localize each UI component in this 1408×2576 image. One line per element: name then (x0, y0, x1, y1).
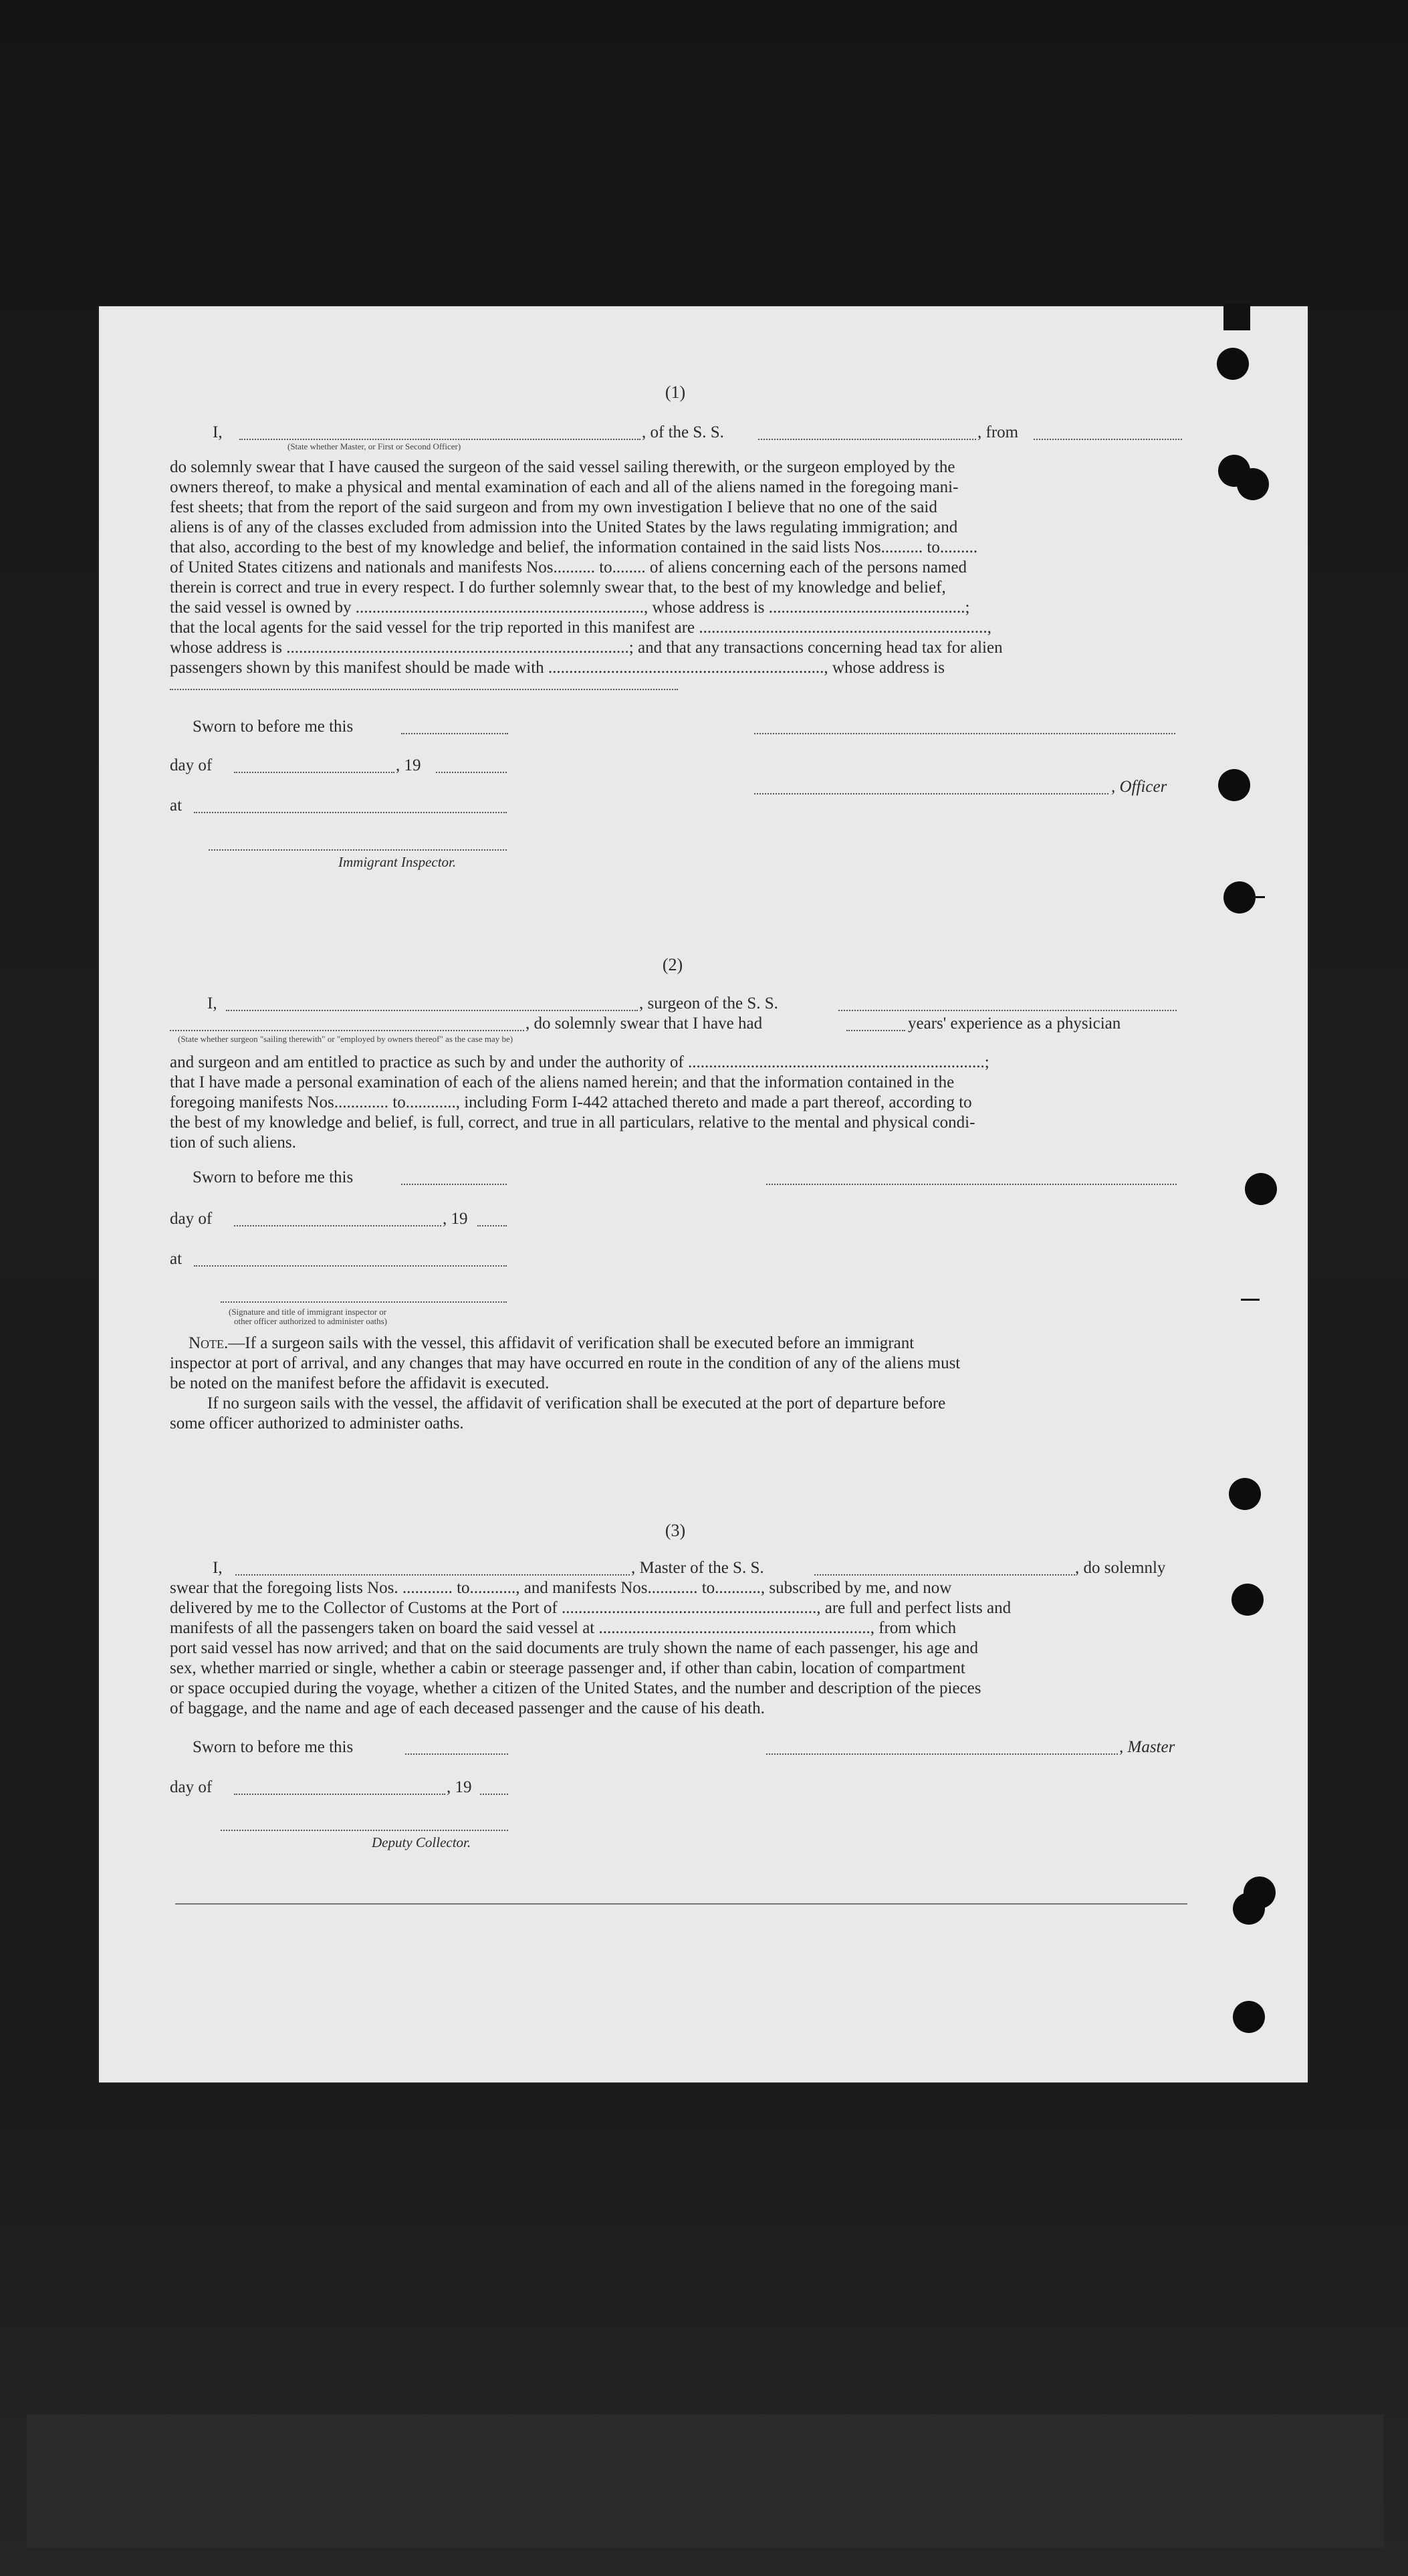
section-1-line-10: whose address is ..................................................................................; and that any transactions concerning head tax for alien (170, 639, 1003, 657)
section-3-line-6: or space occupied during the voyage, whether a citizen of the United States, and the number and description of the pieces (170, 1679, 981, 1697)
section-1-caption: (State whether Master, or First or Second Officer) (287, 441, 461, 451)
section-2-note-line-2: inspector at port of arrival, and any changes that may have occurred en route in the condition of any of the aliens must (170, 1354, 961, 1372)
section-1-inspector: Immigrant Inspector. (338, 854, 457, 870)
section-1-at: at (170, 796, 183, 815)
section-2-line-5: tion of such aliens. (170, 1134, 296, 1152)
section-1-line-9: that the local agents for the said vessel for the trip reported in this manifest are ....................................................................., (170, 619, 991, 637)
section-1-line-1: do solemnly swear that I have caused the surgeon of the said vessel sailing therewith, or the surgeon employed by the (170, 458, 955, 476)
section-1-i: I, (213, 423, 223, 441)
section-3-nineteen: , 19 (447, 1778, 472, 1796)
section-3-blank-name (235, 1574, 630, 1576)
section-1-blank-year (436, 772, 507, 773)
section-2-line-1: and surgeon and am entitled to practice as such by and under the authority of .......................................................................; (170, 1053, 989, 1071)
section-1-blank-inspector (209, 849, 507, 851)
section-3-blank-year (480, 1794, 508, 1795)
section-1-number: (1) (665, 383, 686, 402)
section-2-years: years' experience as a physician (908, 1014, 1121, 1033)
section-1-blank-from (1034, 439, 1182, 440)
binder-hole (1231, 1584, 1264, 1616)
section-2-swear: , do solemnly swear that I have had (525, 1014, 763, 1033)
section-2-note-text: —If a surgeon sails with the vessel, this affidavit of verification shall be executed before an immigrant (228, 1334, 915, 1352)
section-3-i: I, (213, 1559, 223, 1577)
binder-hole (1233, 1893, 1265, 1925)
section-1-blank-vessel (758, 439, 976, 440)
section-1-blank-signature (754, 733, 1175, 734)
section-2-sig-caption-1: (Signature and title of immigrant inspector or (229, 1307, 387, 1317)
binder-hole (1217, 348, 1249, 380)
section-2-blank-vessel (838, 1010, 1177, 1011)
section-1-blank-day (234, 772, 394, 773)
section-3-collector: Deputy Collector. (372, 1834, 471, 1850)
section-1-line-11: passengers shown by this manifest should be made with .................................................................., whose address is (170, 659, 945, 677)
section-2-blank-name (226, 1010, 638, 1011)
section-3-master-of: , Master of the S. S. (631, 1559, 764, 1577)
section-2-at: at (170, 1250, 183, 1268)
section-3-number: (3) (665, 1521, 686, 1540)
section-3-line-5: sex, whether married or single, whether a cabin or steerage passenger and, if other than cabin, location of compartment (170, 1659, 965, 1677)
section-3-blank-day (234, 1794, 445, 1795)
binder-hole (1237, 468, 1269, 500)
section-2-note-line-4: If no surgeon sails with the vessel, the affidavit of verification shall be executed at the port of departure before (207, 1394, 946, 1412)
section-1-day-of: day of (170, 756, 213, 774)
section-2-sig-caption-2: other officer authorized to administer oaths) (234, 1316, 387, 1326)
section-2-number: (2) (662, 955, 683, 974)
binder-hole (1233, 2001, 1265, 2033)
binder-hole (1245, 1173, 1277, 1205)
section-2-blank-day (234, 1225, 441, 1226)
section-2-blank-year (477, 1225, 507, 1226)
section-3-blank-collector (221, 1830, 508, 1831)
section-1-line-5: that also, according to the best of my knowledge and belief, the information contained in the said lists Nos.......... to......... (170, 538, 978, 556)
section-3-line-7: of baggage, and the name and age of each deceased passenger and the cause of his death. (170, 1699, 765, 1717)
section-3-blank-vessel (814, 1574, 1075, 1576)
section-2-note-line-5: some officer authorized to administer oaths. (170, 1414, 464, 1432)
section-2-blank-years (846, 1030, 905, 1031)
section-1-nineteen: , 19 (396, 756, 421, 774)
section-1-blank-officer-sign (754, 793, 1108, 794)
section-1-from: , from (977, 423, 1019, 441)
section-2-line-3: foregoing manifests Nos............. to............, including Form I-442 attached thereto and made a part thereof, according to (170, 1093, 972, 1111)
section-1-line-3: fest sheets; that from the report of the said surgeon and from my own investigation I believe that no one of the said (170, 498, 937, 516)
section-1-officer: , Officer (1111, 778, 1167, 796)
section-2-i: I, (207, 994, 217, 1012)
section-2-line-4: the best of my knowledge and belief, is full, correct, and true in all particulars, relative to the mental and physical condi- (170, 1113, 975, 1132)
section-2-blank-officer-sign (221, 1301, 507, 1303)
form-bottom-rule (175, 1903, 1187, 1905)
section-3-blank-signature (766, 1753, 1118, 1755)
section-2-sworn: Sworn to before me this (193, 1168, 354, 1186)
section-1-blank-at (194, 812, 507, 813)
section-1-line-4: aliens is of any of the classes excluded from admission into the United States by the laws regulating immigration; and (170, 518, 958, 536)
section-2-blank-sworn-date (401, 1184, 507, 1185)
section-3-blank-sworn-date (405, 1753, 508, 1755)
section-1-blank-sworn-date (401, 733, 508, 734)
section-3-day-of: day of (170, 1778, 213, 1796)
section-3-line-3: manifests of all the passengers taken on board the said vessel at ................................................................., from which (170, 1619, 957, 1637)
section-2-line-2: that I have made a personal examination of each of the aliens named herein; and that the information contained in the (170, 1073, 955, 1091)
section-2-caption: (State whether surgeon "sailing therewith" or "employed by owners thereof" as the case may be) (178, 1034, 513, 1044)
section-2-blank-capacity (170, 1030, 524, 1031)
section-3-line-1: swear that the foregoing lists Nos. ............ to..........., and manifests Nos............ to..........., subscribed by me, and now (170, 1579, 952, 1597)
section-2-blank-signature (766, 1184, 1177, 1185)
section-1-line-7: therein is correct and true in every respect. I do further solemnly swear that, to the best of my knowledge and belief, (170, 578, 946, 597)
section-3-master: , Master (1119, 1738, 1175, 1756)
binder-hole (1218, 769, 1250, 801)
section-1-sworn: Sworn to before me this (193, 718, 354, 736)
section-1-of-ss: , of the S. S. (642, 423, 724, 441)
binder-hole (1229, 1478, 1261, 1510)
section-2-note-line-1 (189, 1333, 914, 1354)
section-1-blank-officer (239, 439, 640, 440)
section-2-day-of: day of (170, 1210, 213, 1228)
scan-bottom-strip (27, 2414, 1384, 2548)
section-2-blank-at (194, 1265, 507, 1267)
section-3-solemnly: , do solemnly (1075, 1559, 1166, 1577)
section-2-nineteen: , 19 (443, 1210, 468, 1228)
binder-tick (1249, 896, 1265, 898)
section-1-blank-address (170, 689, 678, 690)
sheet-corner-tab (1223, 304, 1250, 330)
section-1-line-2: owners thereof, to make a physical and mental examination of each and all of the aliens named in the foregoing mani- (170, 478, 959, 496)
section-1-line-8: the said vessel is owned by ....................................................................., whose address is ...............................................; (170, 599, 970, 617)
section-3-line-2: delivered by me to the Collector of Customs at the Port of ............................................................., are full and perfect lists and (170, 1599, 1012, 1617)
section-3-line-4: port said vessel has now arrived; and that on the said documents are truly shown the name of each passenger, his age and (170, 1639, 979, 1657)
section-3-sworn: Sworn to before me this (193, 1738, 354, 1756)
section-2-surgeon-of: , surgeon of the S. S. (639, 994, 778, 1012)
section-1-line-6: of United States citizens and nationals and manifests Nos.......... to........ of aliens concerning each of the persons named (170, 558, 967, 576)
section-2-note-label: Note. (189, 1334, 229, 1352)
binder-tick (1241, 1299, 1260, 1301)
section-2-note-line-3: be noted on the manifest before the affidavit is executed. (170, 1374, 550, 1392)
